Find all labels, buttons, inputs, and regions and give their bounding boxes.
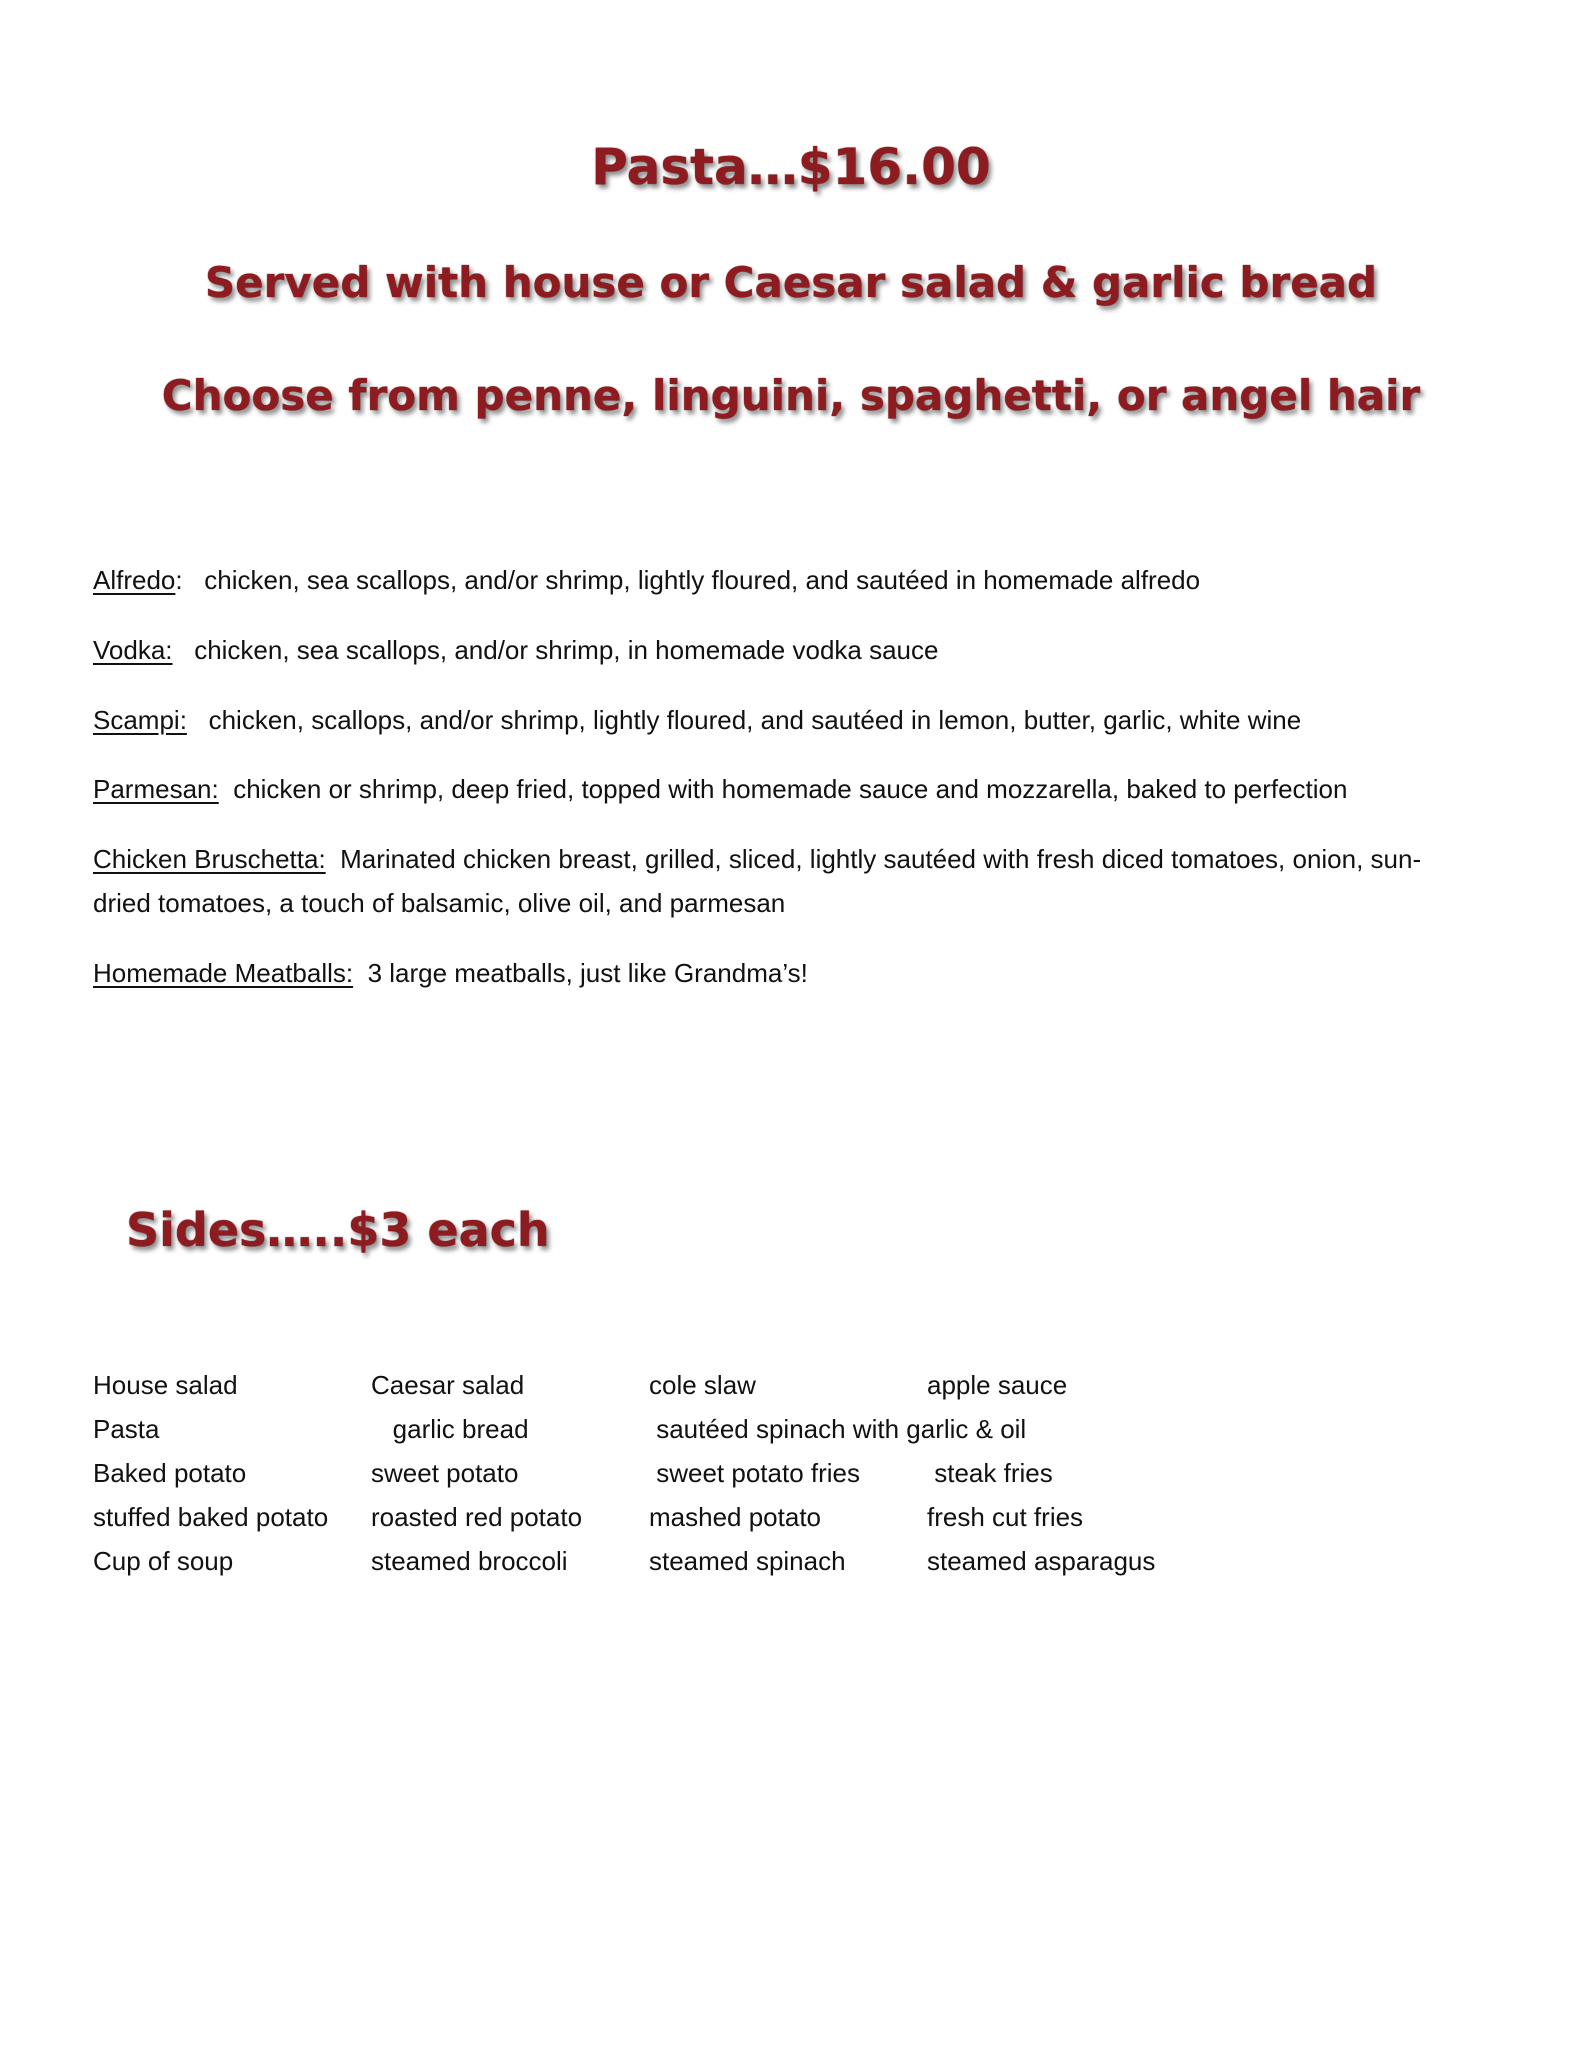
side-item: garlic bread bbox=[371, 1414, 529, 1444]
pasta-item-description: chicken, sea scallops, and/or shrimp, in homemade vodka sauce bbox=[194, 635, 939, 665]
sides-row bbox=[93, 1495, 1155, 1539]
pasta-item-description: chicken, scallops, and/or shrimp, lightly floured, and sautéed in lemon, butter, garlic, white wine bbox=[208, 705, 1302, 735]
sides-row bbox=[93, 1407, 1155, 1451]
pasta-item-separator bbox=[173, 635, 195, 665]
menu-subtitle-salad-bread: Served with house or Caesar salad & garlic bread bbox=[204, 258, 1378, 307]
side-item: mashed potato bbox=[649, 1502, 822, 1532]
side-item: steamed spinach bbox=[649, 1546, 846, 1576]
side-item: roasted red potato bbox=[371, 1502, 583, 1532]
pasta-item-separator bbox=[326, 844, 340, 874]
pasta-item-name: Homemade Meatballs: bbox=[93, 958, 354, 988]
sides-heading: Sides…..$3 each bbox=[126, 1203, 550, 1257]
side-item: steak fries bbox=[927, 1458, 1053, 1488]
pasta-item-parmesan bbox=[93, 767, 1493, 811]
sides-row bbox=[93, 1363, 1155, 1407]
pasta-item-alfredo bbox=[93, 558, 1493, 602]
side-item: steamed broccoli bbox=[371, 1546, 568, 1576]
side-item: Baked potato bbox=[93, 1458, 247, 1488]
pasta-item-description: 3 large meatballs, just like Grandma’s! bbox=[367, 958, 808, 988]
side-item: apple sauce bbox=[927, 1370, 1068, 1400]
menu-subtitle-pasta-choice: Choose from penne, linguini, spaghetti, or angel hair bbox=[161, 371, 1421, 420]
side-item: sautéed spinach with garlic & oil bbox=[649, 1414, 1027, 1444]
pasta-item-separator: : bbox=[175, 565, 205, 595]
pasta-item-chicken-bruschetta bbox=[93, 837, 1453, 925]
pasta-item-name: Parmesan: bbox=[93, 774, 219, 804]
pasta-item-scampi bbox=[93, 698, 1493, 742]
side-item: stuffed baked potato bbox=[93, 1502, 329, 1532]
pasta-item-description: chicken or shrimp, deep fried, topped with homemade sauce and mozzarella, baked to perfection bbox=[233, 774, 1348, 804]
side-item: sweet potato fries bbox=[649, 1458, 860, 1488]
side-item: fresh cut fries bbox=[927, 1502, 1084, 1532]
pasta-item-homemade-meatballs bbox=[93, 951, 1493, 995]
pasta-item-separator bbox=[187, 705, 209, 735]
pasta-item-name: Scampi: bbox=[93, 705, 187, 735]
pasta-item-name: Vodka: bbox=[93, 635, 173, 665]
menu-title: Pasta…$16.00 bbox=[591, 138, 991, 196]
sides-row bbox=[93, 1539, 1155, 1583]
pasta-item-name: Chicken Bruschetta: bbox=[93, 844, 326, 874]
side-item: House salad bbox=[93, 1370, 238, 1400]
pasta-item-separator bbox=[219, 774, 233, 804]
side-item: cole slaw bbox=[649, 1370, 756, 1400]
side-item: sweet potato bbox=[371, 1458, 519, 1488]
pasta-item-separator bbox=[353, 958, 367, 988]
side-item: Pasta bbox=[93, 1414, 160, 1444]
pasta-item-vodka bbox=[93, 628, 1493, 672]
sides-list bbox=[93, 1363, 1155, 1583]
side-item: Caesar salad bbox=[371, 1370, 525, 1400]
pasta-item-description: Marinated chicken breast, grilled, sliced, lightly sautéed with fresh diced tomatoes, onion, sun-dried tomatoes, a touch of balsamic, olive oil, and parmesan bbox=[93, 844, 1422, 918]
sides-row bbox=[93, 1451, 1155, 1495]
side-item: steamed asparagus bbox=[927, 1546, 1156, 1576]
pasta-item-name: Alfredo bbox=[93, 565, 176, 595]
pasta-item-description: chicken, sea scallops, and/or shrimp, lightly floured, and sautéed in homemade alfredo bbox=[204, 565, 1201, 595]
side-item: Cup of soup bbox=[93, 1546, 234, 1576]
